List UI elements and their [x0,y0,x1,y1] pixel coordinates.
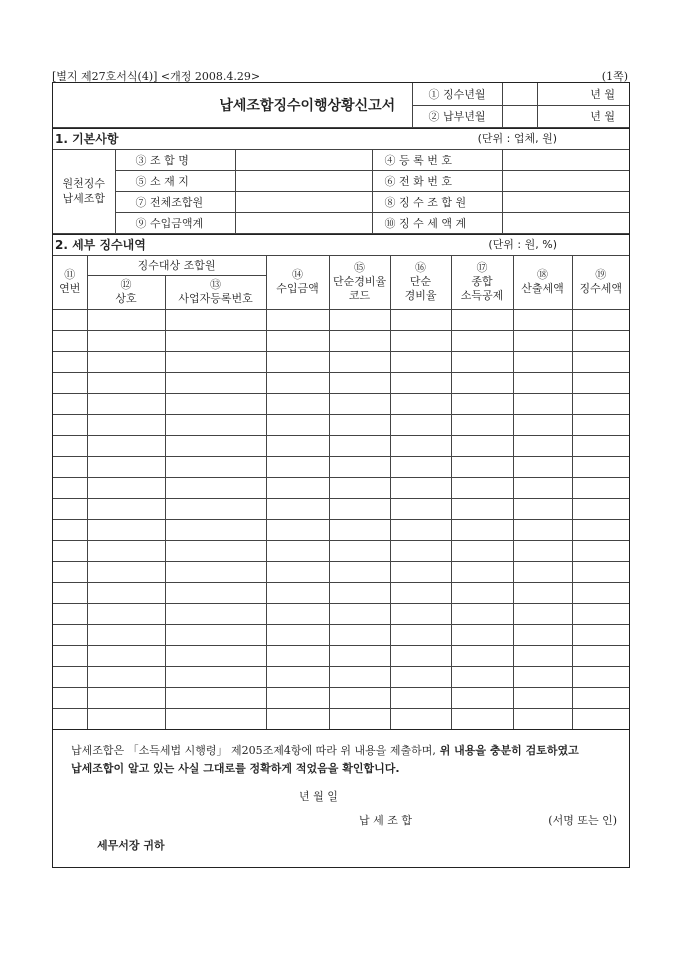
table-cell[interactable] [390,582,451,603]
table-cell[interactable] [451,708,513,729]
input-cell[interactable] [235,170,372,191]
field-label: ⑧ 징 수 조 합 원 [372,191,502,212]
page-indicator: (1쪽) [601,70,628,83]
table-cell[interactable] [53,582,87,603]
table-cell[interactable] [87,603,165,624]
table-cell[interactable] [329,309,390,330]
table-cell[interactable] [572,393,629,414]
table-cell[interactable] [266,414,329,435]
table-cell[interactable] [87,414,165,435]
table-cell[interactable] [513,372,572,393]
table-cell[interactable] [513,582,572,603]
table-cell[interactable] [53,498,87,519]
table-cell[interactable] [572,687,629,708]
table-cell[interactable] [53,351,87,372]
table-cell[interactable] [390,330,451,351]
table-cell[interactable] [329,372,390,393]
group-label: 원천징수 납세조합 [53,149,115,233]
table-cell[interactable] [165,519,266,540]
table-cell[interactable] [266,351,329,372]
table-cell[interactable] [329,351,390,372]
table-cell[interactable] [266,456,329,477]
table-cell[interactable] [572,498,629,519]
table-cell[interactable] [53,456,87,477]
input-cell[interactable] [502,149,629,170]
input-cell[interactable] [502,191,629,212]
table-cell[interactable] [451,687,513,708]
table-cell[interactable] [266,645,329,666]
declaration-text: 납세조합은 「소득세법 시행령」 제205조제4항에 따라 위 내용을 제출하며, 위 내용을 충분히 검토하였고 납세조합이 알고 있는 사실 그대로를 정확하게 적었음을 확인합니다. [71,744,579,775]
table-row [53,666,629,687]
table-cell[interactable] [266,498,329,519]
table-row [53,687,629,708]
section1-header [53,128,629,149]
table-cell[interactable] [513,666,572,687]
table-cell[interactable] [53,603,87,624]
table-cell[interactable] [329,582,390,603]
table-cell[interactable] [266,435,329,456]
withholding-month-field[interactable]: 년 월 [537,83,629,105]
table-cell[interactable] [513,456,572,477]
table-cell[interactable] [572,666,629,687]
table-cell[interactable] [329,519,390,540]
table-cell[interactable] [266,372,329,393]
table-cell[interactable] [329,414,390,435]
table-cell[interactable] [266,603,329,624]
table-cell[interactable] [572,372,629,393]
table-row [53,561,629,582]
table-cell[interactable] [87,477,165,498]
field-label: ④ 등 록 번 호 [372,149,502,170]
table-cell[interactable] [451,372,513,393]
table-cell[interactable] [451,666,513,687]
table-cell[interactable] [266,477,329,498]
addressee: 세무서장 귀하 [97,839,165,852]
table-cell[interactable] [451,498,513,519]
section2-unit: (단위 : 원, %) [488,237,557,251]
table-cell[interactable] [53,624,87,645]
table-cell[interactable] [87,624,165,645]
table-cell[interactable] [266,519,329,540]
table-cell[interactable] [53,687,87,708]
table-cell[interactable] [451,309,513,330]
table-cell[interactable] [165,330,266,351]
table-cell[interactable] [390,687,451,708]
declaration-block [53,729,629,860]
table-cell[interactable] [53,414,87,435]
table-cell[interactable] [329,477,390,498]
target-member-header: 징수대상 조합원 [87,255,266,275]
table-cell[interactable] [53,666,87,687]
table-cell[interactable] [165,309,266,330]
table-cell[interactable] [513,561,572,582]
form-frame [52,82,630,868]
table-cell[interactable] [87,309,165,330]
table-cell[interactable] [266,561,329,582]
table-cell[interactable] [572,624,629,645]
declaration-date[interactable]: 년 월 일 [299,790,338,803]
table-cell[interactable] [87,687,165,708]
table-cell[interactable] [87,351,165,372]
col-name-header: ⑫ 상호 [87,275,165,309]
table-cell[interactable] [451,435,513,456]
field-label: ③ 조 합 명 [115,149,235,170]
col-income-header: ⑭ 수입금액 [266,255,329,309]
table-cell[interactable] [390,414,451,435]
table-cell[interactable] [390,708,451,729]
section1-unit: (단위 : 업체, 원) [477,131,557,145]
input-cell[interactable] [502,170,629,191]
table-row [53,624,629,645]
table-cell[interactable] [266,624,329,645]
table-cell[interactable] [87,330,165,351]
table-cell[interactable] [451,561,513,582]
table-cell[interactable] [165,645,266,666]
table-cell[interactable] [451,624,513,645]
table-cell[interactable] [329,435,390,456]
table-row [53,309,629,330]
table-cell[interactable] [513,330,572,351]
input-cell[interactable] [235,212,372,233]
table-cell[interactable] [87,645,165,666]
table-row [53,708,629,729]
table-cell[interactable] [87,561,165,582]
table-cell[interactable] [451,414,513,435]
table-cell[interactable] [572,645,629,666]
section2-title: 2. 세부 징수내역 [55,237,146,252]
field-label: ⑥ 전 화 번 호 [372,170,502,191]
table-row [53,540,629,561]
table-cell[interactable] [329,498,390,519]
table-cell[interactable] [451,645,513,666]
form-number-label: [별지 제27호서식(4)] <개정 2008.4.29> [52,70,261,83]
table-cell[interactable] [329,561,390,582]
table-cell[interactable] [87,372,165,393]
table-cell[interactable] [513,708,572,729]
table-cell[interactable] [329,645,390,666]
table-cell[interactable] [87,498,165,519]
table-row [53,645,629,666]
withholding-month-label: ① 징수년월 [412,83,502,105]
table-cell[interactable] [329,393,390,414]
table-cell[interactable] [390,666,451,687]
table-cell[interactable] [266,393,329,414]
table-cell[interactable] [165,540,266,561]
table-cell[interactable] [165,624,266,645]
table-cell[interactable] [165,435,266,456]
table-cell[interactable] [390,435,451,456]
section2-header [53,234,629,255]
table-cell[interactable] [390,645,451,666]
payment-month-label: ② 납부년월 [412,105,502,127]
table-cell[interactable] [266,666,329,687]
table-row [53,519,629,540]
table-cell[interactable] [390,372,451,393]
table-cell[interactable] [513,519,572,540]
table-cell[interactable] [572,330,629,351]
table-cell[interactable] [266,687,329,708]
table-cell[interactable] [572,519,629,540]
form-title: 납세조합징수이행상황신고서 [53,83,412,127]
table-row [53,582,629,603]
table-cell[interactable] [165,393,266,414]
signer-label: 납 세 조 합 [359,814,412,827]
table-cell[interactable] [451,393,513,414]
table-cell[interactable] [572,309,629,330]
table-cell[interactable] [87,393,165,414]
table-cell[interactable] [513,603,572,624]
table-cell[interactable] [53,540,87,561]
table-cell[interactable] [165,477,266,498]
table-cell[interactable] [87,582,165,603]
sign-note[interactable]: (서명 또는 인) [548,814,617,827]
table-row [53,414,629,435]
table-row [53,435,629,456]
basic-info-table [53,149,629,234]
table-cell[interactable] [513,477,572,498]
table-cell[interactable] [390,561,451,582]
title-block [53,83,629,128]
table-cell[interactable] [451,351,513,372]
table-cell[interactable] [513,498,572,519]
col-computed-tax-header: ⑱ 산출세액 [513,255,572,309]
table-row [53,393,629,414]
table-cell[interactable] [451,582,513,603]
table-cell[interactable] [87,456,165,477]
table-cell[interactable] [572,708,629,729]
table-cell[interactable] [451,456,513,477]
field-label: ⑨ 수입금액계 [115,212,235,233]
table-cell[interactable] [53,435,87,456]
table-cell[interactable] [329,330,390,351]
input-cell[interactable] [502,212,629,233]
col-seq-header: ⑪ 연번 [53,255,87,309]
table-cell[interactable] [53,708,87,729]
table-cell[interactable] [165,708,266,729]
table-cell[interactable] [266,582,329,603]
table-cell[interactable] [329,624,390,645]
table-cell[interactable] [329,666,390,687]
table-cell[interactable] [165,582,266,603]
field-label: ⑩ 징 수 세 액 계 [372,212,502,233]
table-cell[interactable] [572,435,629,456]
table-cell[interactable] [390,540,451,561]
table-cell[interactable] [53,519,87,540]
table-cell[interactable] [53,309,87,330]
table-row [53,330,629,351]
table-cell[interactable] [329,540,390,561]
table-cell[interactable] [53,393,87,414]
table-cell[interactable] [266,309,329,330]
table-cell[interactable] [165,498,266,519]
table-row [53,498,629,519]
table-cell[interactable] [390,498,451,519]
table-cell[interactable] [513,393,572,414]
field-label: ⑦ 전체조합원 [115,191,235,212]
table-cell[interactable] [87,540,165,561]
payment-month-field[interactable]: 년 월 [537,105,629,127]
table-cell[interactable] [390,624,451,645]
table-cell[interactable] [87,519,165,540]
table-cell[interactable] [572,456,629,477]
table-cell[interactable] [513,540,572,561]
table-cell[interactable] [513,435,572,456]
table-cell[interactable] [53,372,87,393]
table-cell[interactable] [572,540,629,561]
table-cell[interactable] [390,309,451,330]
table-cell[interactable] [165,414,266,435]
section1-title: 1. 기본사항 [55,131,119,146]
table-cell[interactable] [165,561,266,582]
table-cell[interactable] [513,414,572,435]
table-cell[interactable] [53,330,87,351]
col-collected-tax-header: ⑲ 징수세액 [572,255,629,309]
table-cell[interactable] [87,708,165,729]
table-cell[interactable] [329,456,390,477]
table-cell[interactable] [451,603,513,624]
table-cell[interactable] [513,687,572,708]
table-cell[interactable] [266,708,329,729]
table-row [53,456,629,477]
table-cell[interactable] [390,603,451,624]
table-cell[interactable] [53,477,87,498]
col-expense-code-header: ⑮ 단순경비율 코드 [329,255,390,309]
table-cell[interactable] [53,561,87,582]
table-cell[interactable] [572,603,629,624]
table-cell[interactable] [390,519,451,540]
table-cell[interactable] [572,561,629,582]
table-cell[interactable] [451,330,513,351]
table-cell[interactable] [165,372,266,393]
table-cell[interactable] [329,603,390,624]
table-cell[interactable] [390,477,451,498]
col-regno-header: ⑬ 사업자등록번호 [165,275,266,309]
input-cell[interactable] [235,149,372,170]
table-cell[interactable] [390,393,451,414]
table-row [53,372,629,393]
table-cell[interactable] [165,666,266,687]
table-cell[interactable] [513,624,572,645]
table-cell[interactable] [165,687,266,708]
table-cell[interactable] [572,477,629,498]
table-cell[interactable] [165,456,266,477]
table-cell[interactable] [87,666,165,687]
table-cell[interactable] [451,540,513,561]
col-expense-rate-header: ⑯ 단순 경비율 [390,255,451,309]
table-cell[interactable] [53,645,87,666]
table-cell[interactable] [451,519,513,540]
table-cell[interactable] [513,645,572,666]
table-cell[interactable] [165,603,266,624]
col-deduction-header: ⑰ 종합 소득공제 [451,255,513,309]
table-cell[interactable] [572,351,629,372]
payment-month-spacer [502,105,537,127]
detail-table [53,255,629,730]
table-cell[interactable] [165,351,266,372]
withholding-month-spacer [502,83,537,105]
field-label: ⑤ 소 재 지 [115,170,235,191]
table-cell[interactable] [266,330,329,351]
table-row [53,351,629,372]
table-cell[interactable] [390,456,451,477]
table-cell[interactable] [513,351,572,372]
table-cell[interactable] [329,708,390,729]
table-cell[interactable] [572,414,629,435]
table-cell[interactable] [266,540,329,561]
input-cell[interactable] [235,191,372,212]
table-row [53,603,629,624]
table-cell[interactable] [390,351,451,372]
table-cell[interactable] [329,687,390,708]
table-cell[interactable] [87,435,165,456]
table-cell[interactable] [572,582,629,603]
table-row [53,477,629,498]
table-cell[interactable] [451,477,513,498]
table-cell[interactable] [513,309,572,330]
